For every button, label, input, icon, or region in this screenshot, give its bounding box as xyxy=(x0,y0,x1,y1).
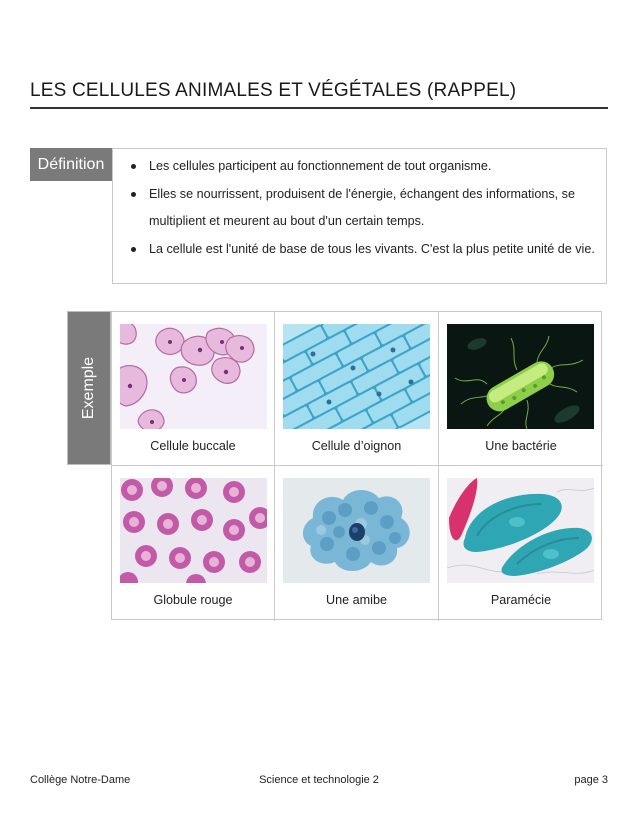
image-caption: Paramécie xyxy=(490,593,552,607)
bacterium-image xyxy=(447,324,594,429)
image-caption: Cellule buccale xyxy=(150,439,236,453)
definition-bullet: La cellule est l'unité de base de tous les vivants. C'est la plus petite unité de vie. xyxy=(127,236,596,264)
example-cell-red-blood xyxy=(112,466,275,621)
example-cell-bacterium xyxy=(439,312,603,466)
definition-label: Définition xyxy=(30,148,112,181)
page-title: LES CELLULES ANIMALES ET VÉGÉTALES (RAPPEL) xyxy=(30,80,517,101)
amoeba-micrograph xyxy=(283,478,430,583)
image-caption: Globule rouge xyxy=(153,593,233,607)
definition-bullet: Les cellules participent au fonctionnement de tout organisme. xyxy=(127,153,596,181)
definition-box xyxy=(112,148,607,284)
footer-course: Science et technologie 2 xyxy=(259,774,379,786)
image-caption: Une amibe xyxy=(326,593,387,607)
example-label-box xyxy=(67,311,111,465)
example-cell-paramecium xyxy=(439,466,603,621)
example-label: Exemple xyxy=(80,356,97,420)
cheek-cell-micrograph xyxy=(120,324,267,429)
footer-page-number: page 3 xyxy=(574,774,608,786)
footer-school: Collège Notre-Dame xyxy=(30,774,131,786)
image-caption: Cellule d’oignon xyxy=(311,439,402,453)
definition-list xyxy=(127,153,596,263)
example-cell-cheek xyxy=(112,312,275,466)
onion-cell-micrograph xyxy=(283,324,430,429)
image-caption: Une bactérie xyxy=(485,439,557,453)
red-blood-cell-micrograph xyxy=(120,478,267,583)
definition-bullet: Elles se nourrissent, produisent de l'énergie, échangent des informations, se multiplient et meurent au bout d'un certain temps. xyxy=(127,181,596,236)
title-divider xyxy=(30,107,608,109)
example-cell-onion xyxy=(275,312,439,466)
paramecium-micrograph xyxy=(447,478,594,583)
example-image-grid xyxy=(111,311,602,620)
example-cell-amoeba xyxy=(275,466,439,621)
